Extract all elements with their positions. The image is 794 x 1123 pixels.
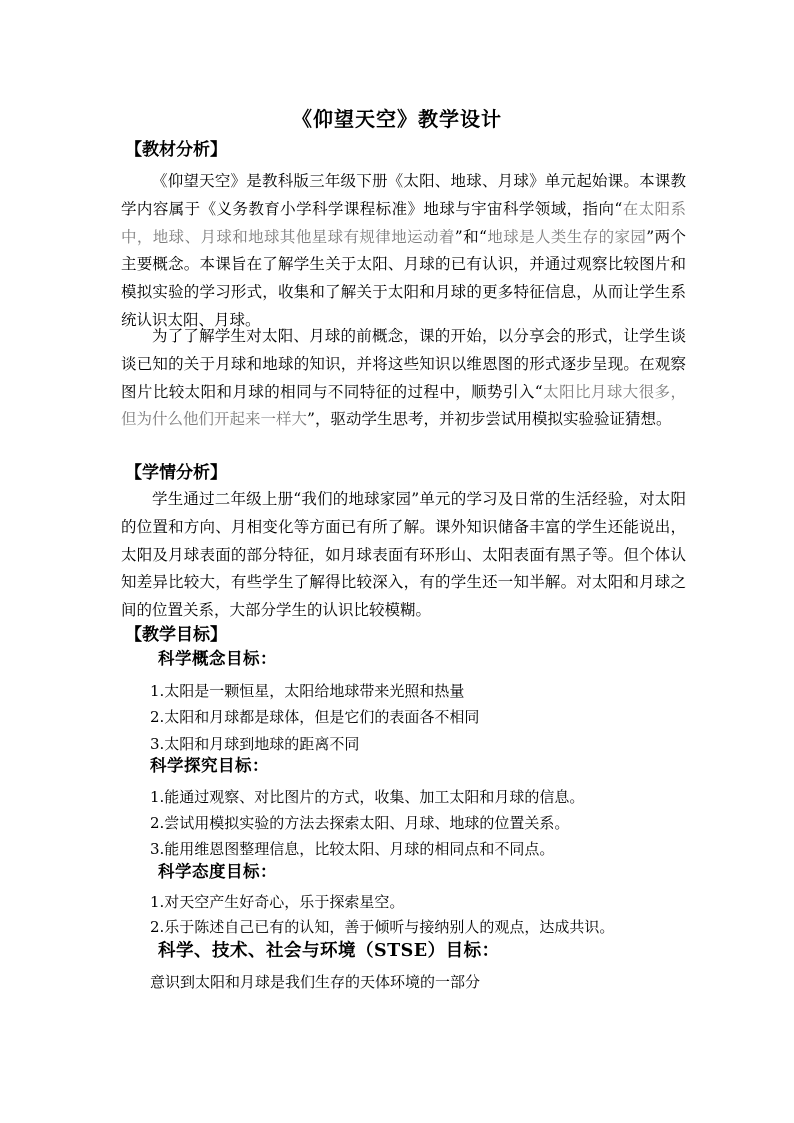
- highlighted-concept: 地球是人类生存的家园: [486, 227, 647, 246]
- learner-paragraph: 学生通过二年级上册“我们的地球家园”单元的学习及日常的生活经验，对太阳的位置和方向、月相变化等方面已有所了解。课外知识储备丰富的学生还能说出，太阳及月球表面的部分特征，如月球表面有环形山、太阳表面有黑子等。但个体认知差异比较大，有些学生了解得比较深入，有的学生还一知半解。对太阳和月球之间的位置关系，大部分学生的认识比较模糊。: [121, 490, 686, 620]
- material-paragraph-1: [121, 168, 686, 335]
- section-heading-goals: 【教学目标】: [125, 625, 227, 645]
- text-run: ”两个主要概念。本课旨在了解学生关于太阳、月球的已有认识，并通过观察比较图片和模拟实验的学习形式，收集和了解关于太阳和月球的更多特征信息，从而让学生系统认识太阳、月球。: [121, 227, 686, 329]
- stse-goals-title: 科学、技术、社会与环境（STSE）目标：: [158, 941, 500, 961]
- highlighted-question: 太阳比月球大很多，但为什么他们开起来一样大: [121, 382, 686, 429]
- concept-goals-title: 科学概念目标：: [158, 649, 277, 668]
- section-heading-material: 【教材分析】: [125, 140, 227, 160]
- list-item: 3.太阳和月球到地球的距离不同: [150, 735, 360, 753]
- inquiry-goals-title: 科学探究目标：: [150, 756, 269, 775]
- material-paragraph-2: [121, 323, 686, 434]
- list-item: 2.尝试用模拟实验的方法去探索太阳、月球、地球的位置关系。: [150, 814, 570, 832]
- attitude-goals-title: 科学态度目标：: [158, 862, 277, 881]
- text-run: ”和“: [454, 227, 487, 246]
- highlighted-concept: 在太阳系中，地球、月球和地球其他星球有规律地运动着: [121, 199, 686, 246]
- stse-goal-text: 意识到太阳和月球是我们生存的天体环境的一部分: [150, 973, 481, 991]
- list-item: 1.能通过观察、对比图片的方式，收集、加工太阳和月球的信息。: [150, 788, 585, 806]
- list-item: 2.太阳和月球都是球体，但是它们的表面各不相同: [150, 708, 480, 726]
- list-item: 1.对天空产生好奇心，乐于探索星空。: [150, 893, 405, 911]
- text-run: 为了了解学生对太阳、月球的前概念，课的开始，以分享会的形式，让学生谈谈已知的关于月球和地球的知识，并将这些知识以维恩图的形式逐步呈现。在观察图片比较太阳和月球的相同与不同特征的过程中，顺势引入“: [121, 327, 686, 401]
- list-item: 2.乐于陈述自己已有的认知，善于倾听与接纳别人的观点，达成共识。: [150, 918, 615, 936]
- text-run: ”，驱动学生思考，并初步尝试用模拟实验验证猜想。: [307, 410, 672, 429]
- list-item: 3.能用维恩图整理信息，比较太阳、月球的相同点和不同点。: [150, 840, 555, 858]
- section-heading-learner: 【学情分析】: [125, 463, 227, 483]
- list-item: 1.太阳是一颗恒星，太阳给地球带来光照和热量: [150, 682, 465, 700]
- page-title: 《仰望天空》教学设计: [292, 107, 502, 131]
- text-run: 《仰望天空》是教科版三年级下册《太阳、地球、月球》单元起始课。本课教学内容属于《义务教育小学科学课程标准》地球与宇宙科学领域，指向“: [121, 172, 686, 218]
